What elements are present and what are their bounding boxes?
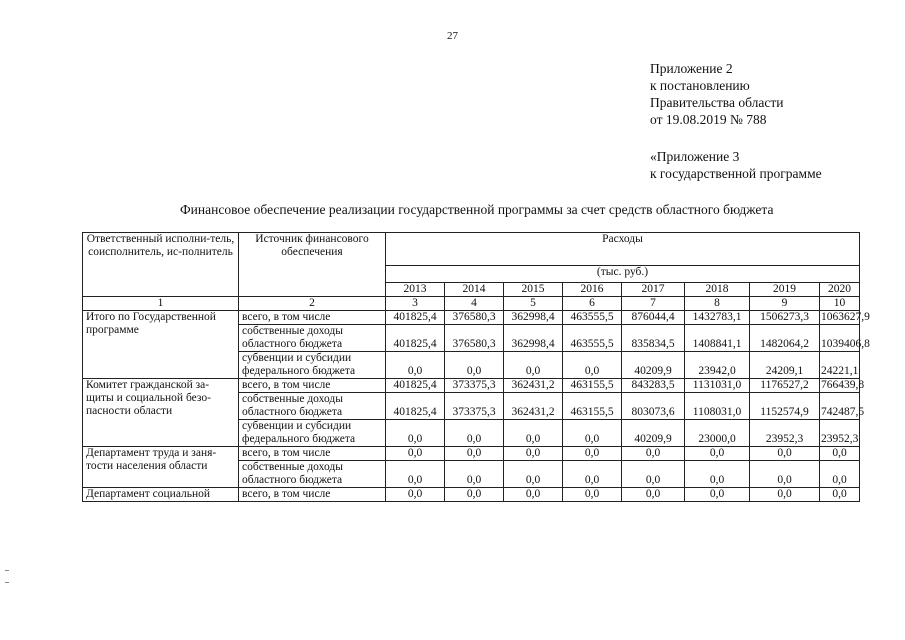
column-number: 1 [83,297,239,311]
value-cell: 0,0 [563,461,622,488]
source-cell: всего, в том числе [239,447,386,461]
value-cell: 835834,5 [622,325,685,352]
value-cell: 0,0 [445,461,504,488]
value-cell: 463555,5 [563,311,622,325]
source-cell: субвенции и субсидии федерального бюджета [239,352,386,379]
value-cell: 0,0 [504,447,563,461]
value-cell: 362998,4 [504,311,563,325]
column-number: 9 [750,297,820,311]
value-cell: 40209,9 [622,420,685,447]
value-cell: 376580,3 [445,325,504,352]
column-number: 2 [239,297,386,311]
value-cell: 463555,5 [563,325,622,352]
header-source: Источник финансового обеспечения [239,233,386,297]
source-cell: всего, в том числе [239,311,386,325]
table-row [83,379,860,393]
page-number: 27 [447,30,458,42]
value-cell: 0,0 [622,461,685,488]
table-row [83,488,860,502]
value-cell: 766439,8 [821,379,865,391]
value-cell: 0,0 [820,461,860,488]
source-cell: собственные доходы областного бюджета [239,325,386,352]
column-number: 10 [820,297,860,311]
financing-table [82,232,870,502]
value-cell: 0,0 [563,447,622,461]
column-number: 7 [622,297,685,311]
value-cell: 1482064,2 [750,325,820,352]
value-cell: 24221,1 [820,352,860,379]
table-row [83,447,860,461]
table-row [83,311,860,325]
executor-cell: Итого по Государственной программе [83,311,239,379]
value-cell: 362431,2 [504,393,563,420]
value-cell: 376580,3 [445,311,504,325]
margin-mark [5,570,9,571]
value-cell: 0,0 [445,352,504,379]
value-cell: 0,0 [622,488,685,502]
year-header: 2017 [622,283,685,297]
value-cell: 23952,3 [750,420,820,447]
appendix-line: «Приложение 3 [650,149,740,164]
appendix-line: Приложение 2 [650,61,733,76]
value-cell: 0,0 [622,447,685,461]
value-cell: 0,0 [685,461,750,488]
value-cell: 23000,0 [685,420,750,447]
value-cell: 24209,1 [750,352,820,379]
column-numbers-row [83,297,860,311]
value-cell: 1408841,1 [685,325,750,352]
value-cell: 463155,5 [563,379,622,393]
appendix-line: к постановлению [650,78,750,93]
source-cell: собственные доходы областного бюджета [239,461,386,488]
value-cell: 362998,4 [504,325,563,352]
appendix-line: Правительства области [650,95,784,110]
value-cell: 0,0 [386,420,445,447]
value-cell: 843283,5 [622,379,685,393]
executor-cell: Департамент социальной [83,488,239,502]
executor-cell: Комитет гражданской за-щиты и социальной безо-пасности области [83,379,239,447]
value-cell: 0,0 [504,420,563,447]
year-header: 2014 [445,283,504,297]
value-cell: 0,0 [504,461,563,488]
value-cell: 0,0 [386,352,445,379]
document-title: Финансовое обеспечение реализации государственной программы за счет средств областного бюджета [180,202,774,217]
value-cell: 0,0 [386,447,445,461]
value-cell: 1131031,0 [685,379,750,393]
value-cell: 401825,4 [386,379,445,393]
source-cell: всего, в том числе [239,488,386,502]
source-cell: всего, в том числе [239,379,386,393]
column-number: 6 [563,297,622,311]
value-cell: 0,0 [386,461,445,488]
value-cell: 1039406,8 [820,325,860,352]
value-cell: 362431,2 [504,379,563,393]
executor-cell: Департамент труда и заня-тости населения области [83,447,239,488]
value-cell: 0,0 [563,352,622,379]
value-cell: 40209,9 [622,352,685,379]
value-cell: 0,0 [685,488,750,502]
value-cell: 0,0 [820,447,860,461]
table-header [83,233,860,311]
source-cell: собственные доходы областного бюджета [239,393,386,420]
value-cell: 0,0 [750,447,820,461]
column-number: 4 [445,297,504,311]
value-cell: 401825,4 [386,311,445,325]
column-number: 3 [386,297,445,311]
value-cell: 373375,3 [445,379,504,393]
value-cell: 401825,4 [386,393,445,420]
header-expenses: Расходы [386,233,860,266]
value-cell: 0,0 [445,447,504,461]
value-cell: 1152574,9 [750,393,820,420]
value-cell: 0,0 [685,447,750,461]
value-cell: 373375,3 [445,393,504,420]
appendix-block [650,60,822,182]
table-body [83,311,870,502]
year-header: 2018 [685,283,750,297]
value-cell: 876044,4 [622,311,685,325]
header-units: (тыс. руб.) [386,266,860,283]
value-cell: 0,0 [445,488,504,502]
year-header: 2019 [750,283,820,297]
value-cell: 803073,6 [622,393,685,420]
value-cell: 23942,0 [685,352,750,379]
value-cell: 1176527,2 [750,379,820,393]
value-cell: 0,0 [563,488,622,502]
header-executor: Ответственный исполни-тель, соисполнитель, ис-полнитель [83,233,239,297]
value-cell: 0,0 [445,420,504,447]
year-header: 2016 [563,283,622,297]
year-header: 2020 [820,283,860,297]
value-cell: 0,0 [750,488,820,502]
appendix-line: от 19.08.2019 № 788 [650,112,767,127]
value-cell: 23952,3 [820,420,860,447]
year-header: 2013 [386,283,445,297]
value-cell: 1108031,0 [685,393,750,420]
margin-mark [5,582,9,583]
value-cell: 0,0 [386,488,445,502]
value-cell: 1506273,3 [750,311,820,325]
column-number: 5 [504,297,563,311]
value-cell: 1432783,1 [685,311,750,325]
year-header: 2015 [504,283,563,297]
value-cell: 463155,5 [563,393,622,420]
value-cell: 0,0 [563,420,622,447]
value-cell: 742487,5 [820,393,860,420]
appendix-line: к государственной программе [650,166,822,181]
value-cell: 1063627,9 [821,311,870,323]
value-cell: 0,0 [750,461,820,488]
column-number: 8 [685,297,750,311]
value-cell: 401825,4 [386,325,445,352]
source-cell: субвенции и субсидии федерального бюджета [239,420,386,447]
value-cell: 0,0 [820,488,860,502]
value-cell: 0,0 [504,352,563,379]
value-cell: 0,0 [504,488,563,502]
